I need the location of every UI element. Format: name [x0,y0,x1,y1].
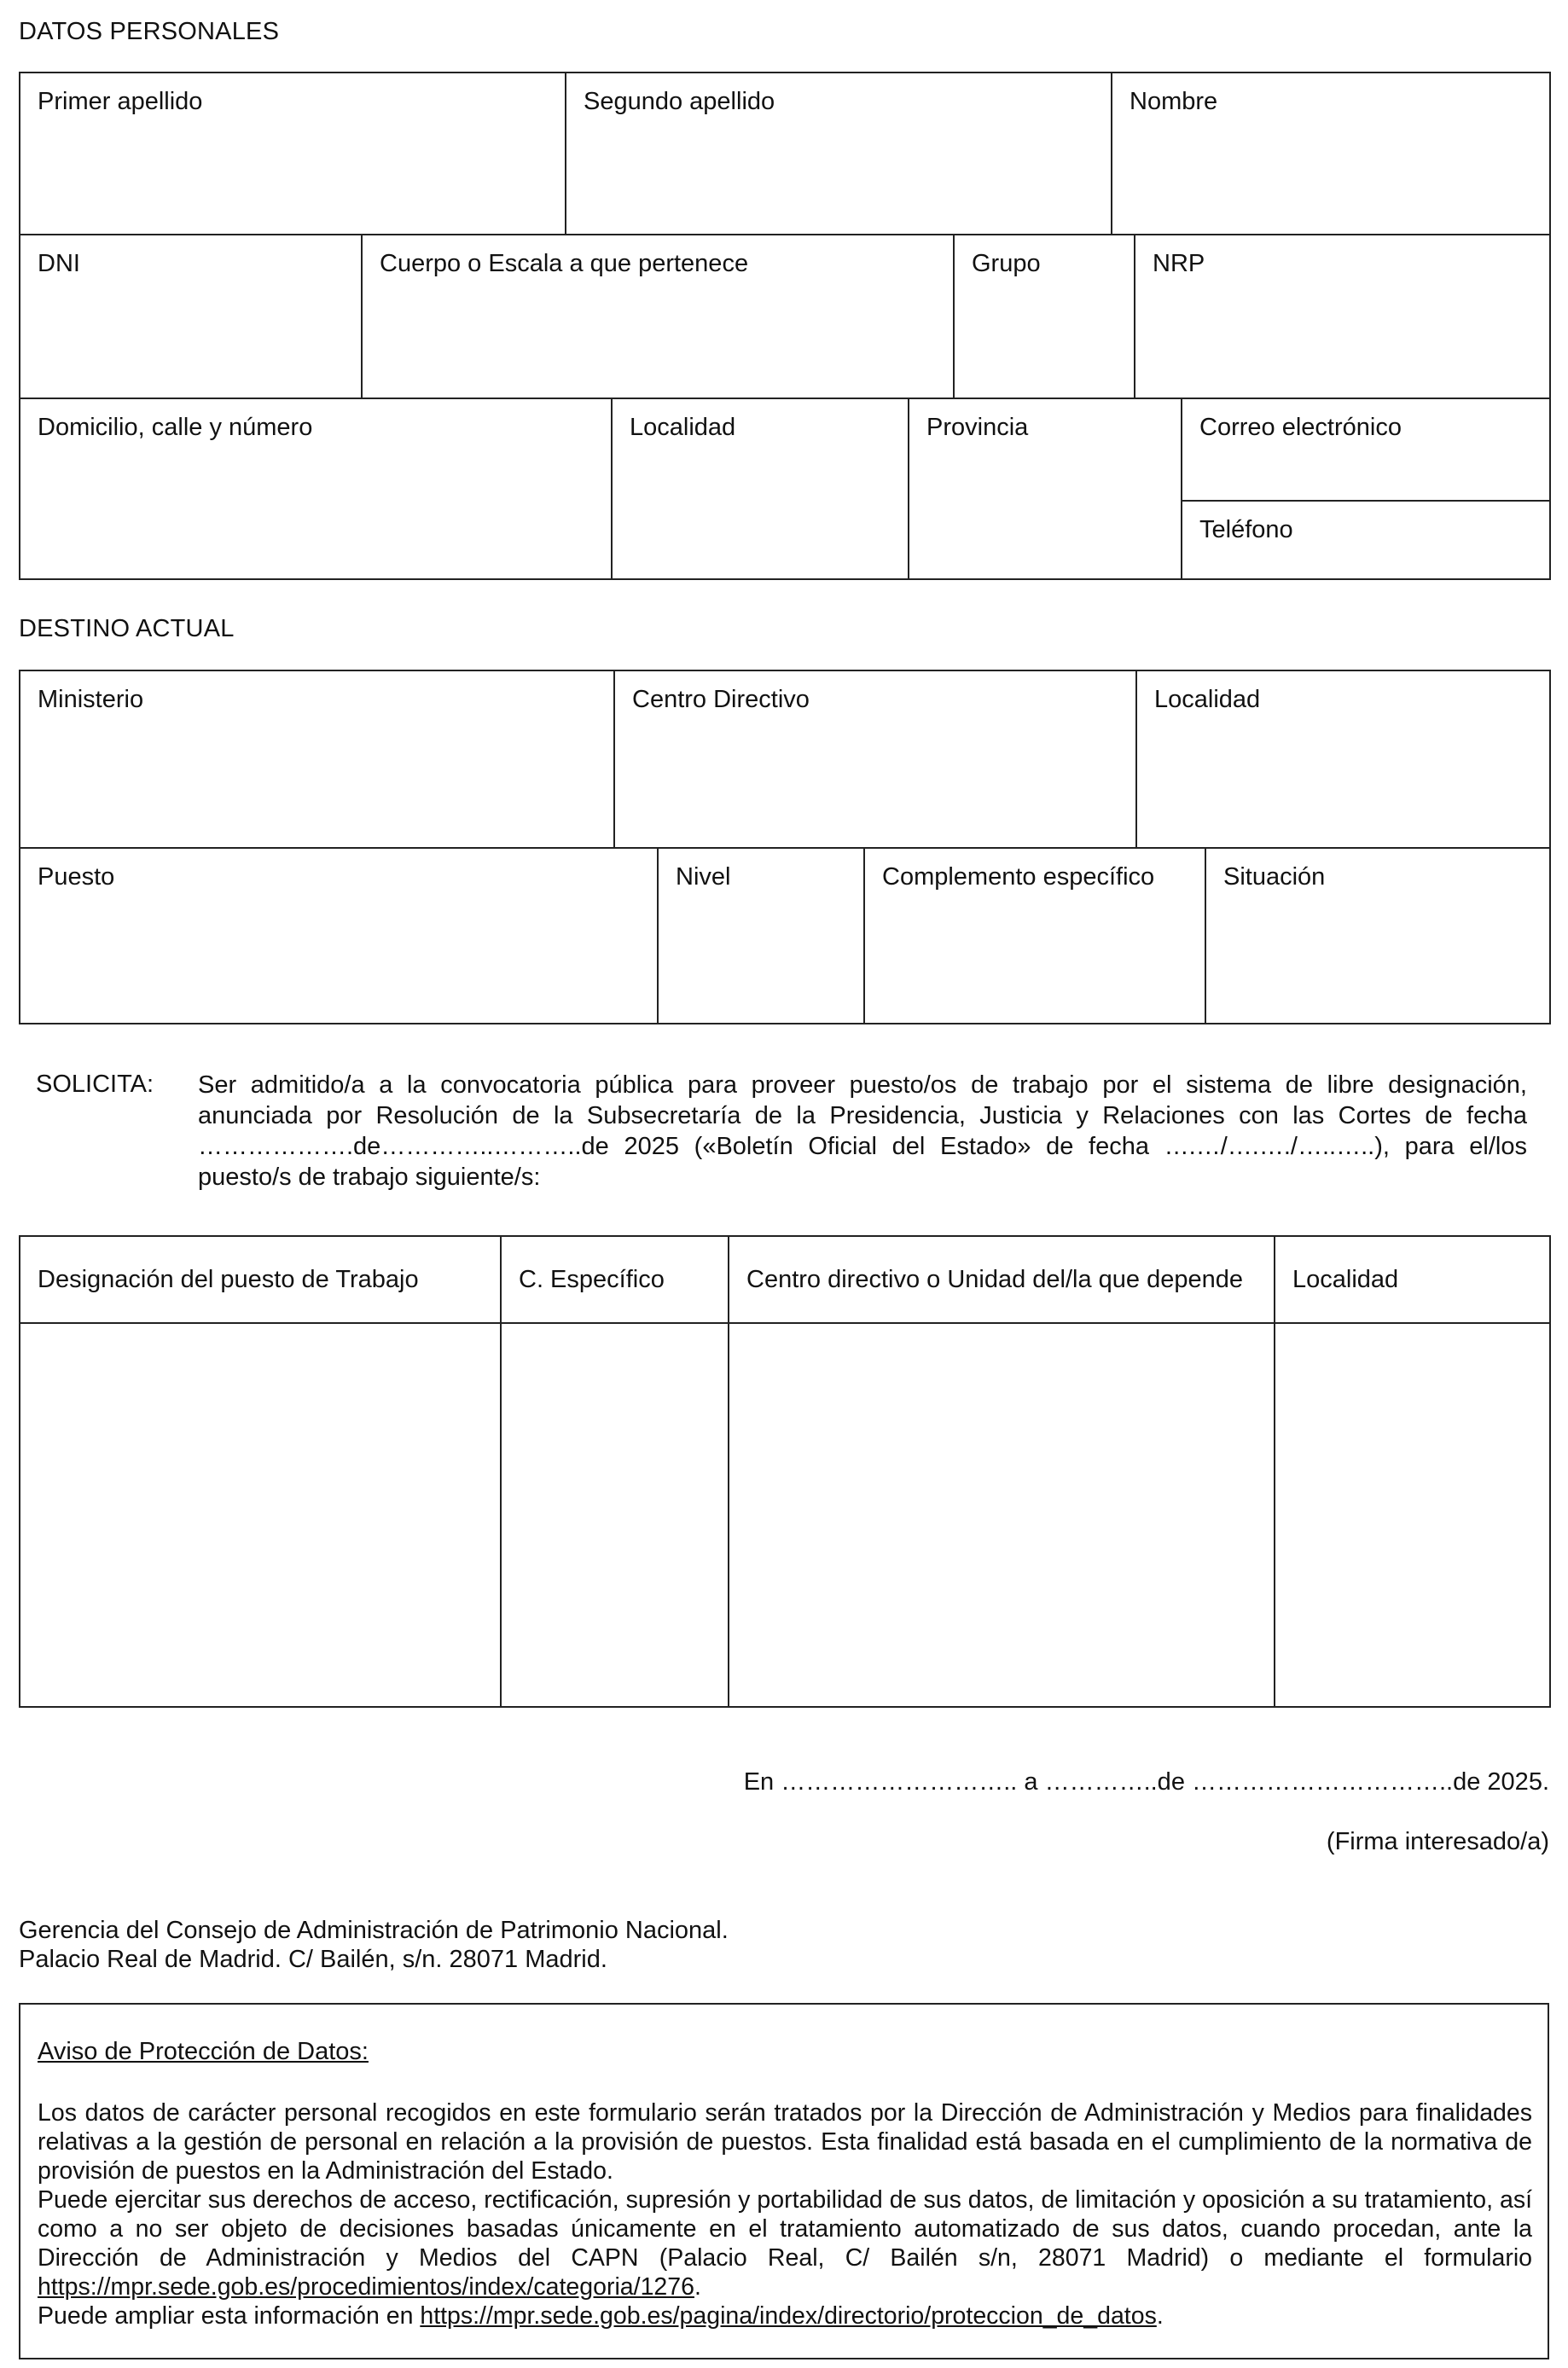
jobs-header-localidad: Localidad [1275,1236,1550,1323]
notice-paragraph-3 [38,2301,1532,2330]
jobs-header-centro: Centro directivo o Unidad del/la que depende [729,1236,1275,1323]
notice-paragraph-3-end: . [1156,2302,1164,2330]
field-localidad-destino[interactable] [1136,670,1550,848]
field-segundo-apellido[interactable] [566,73,1112,235]
signature-label: (Firma interesado/a) [1326,1828,1549,1855]
label-cuerpo: Cuerpo o Escala a que pertenece [380,250,749,277]
notice-paragraph-1: Los datos de carácter personal recogidos en este formulario serán tratados por la Dirección de Administración y Medios para finalidades relativas a la gestión de personal en relación a la provisión de puestos. Esta finalidad está basada en el cumplimiento de la normativa de provisión de puestos en la Administración del Estado. [38,2099,1532,2185]
destino-table-row2 [19,847,1551,1024]
label-centro-directivo: Centro Directivo [632,686,810,713]
label-localidad-destino: Localidad [1154,686,1261,713]
notice-paragraph-2 [38,2185,1532,2301]
label-correo: Correo electrónico [1199,414,1402,441]
label-grupo: Grupo [972,250,1041,277]
destino-table-row1 [19,670,1551,849]
personal-table-row3 [19,398,1551,580]
address-line-2: Palacio Real de Madrid. C/ Bailén, s/n. 28071 Madrid. [19,1946,607,1973]
field-cuerpo[interactable] [362,235,954,398]
data-protection-link[interactable]: https://mpr.sede.gob.es/pagina/index/directorio/proteccion_de_datos [420,2302,1157,2330]
section-title-personal: DATOS PERSONALES [19,18,280,45]
field-situacion[interactable] [1205,848,1550,1024]
field-centro-directivo[interactable] [614,670,1136,848]
label-telefono: Teléfono [1199,516,1293,543]
label-nombre: Nombre [1130,88,1218,115]
notice-body [38,2098,1532,2330]
label-situacion: Situación [1223,863,1326,891]
solicita-text: Ser admitido/a a la convocatoria pública para proveer puesto/os de trabajo por el sistema de libre designación, anunciada por Resolución de la Subsecretaría de la Presidencia, Justicia y Relaciones con las Cortes de fecha ……………….de…………..………..de 2025 («Boletín Oficial del Estado» de fecha ….…/….…./…..…..), para el/los puesto/s de trabajo siguiente/s: [198,1071,1527,1191]
field-correo[interactable] [1182,398,1550,501]
notice-title: Aviso de Protección de Datos: [38,2038,369,2065]
field-puesto[interactable] [20,848,658,1024]
field-telefono[interactable] [1182,501,1550,579]
date-line[interactable]: En ……………………….. a …………..de …………………………..de 2025. [743,1768,1549,1796]
label-primer-apellido: Primer apellido [38,88,203,115]
jobs-table [19,1235,1551,1708]
label-dni: DNI [38,250,80,277]
field-ministerio[interactable] [20,670,614,848]
field-complemento[interactable] [864,848,1205,1024]
label-domicilio: Domicilio, calle y número [38,414,313,441]
notice-paragraph-2-text: Puede ejercitar sus derechos de acceso, rectificación, supresión y portabilidad de sus datos, de limitación y oposición a su tratamiento, así como a no ser objeto de decisiones basadas únicamente en el tratamiento automatizado de sus datos, cuando procedan, ante la Dirección de Administración y Medios del CAPN (Palacio Real, C/ Bailén s/n, 28071 Madrid) o mediante el formulario [38,2186,1532,2272]
label-segundo-apellido: Segundo apellido [584,88,775,115]
field-grupo[interactable] [954,235,1135,398]
field-domicilio[interactable] [20,398,612,579]
data-protection-notice [19,2003,1549,2359]
notice-paragraph-2-end: . [694,2273,701,2301]
procedures-link[interactable]: https://mpr.sede.gob.es/procedimientos/index/categoria/1276 [38,2273,694,2301]
label-provincia: Provincia [926,414,1029,441]
jobs-header-designacion: Designación del puesto de Trabajo [20,1236,501,1323]
address-line-1: Gerencia del Consejo de Administración de Patrimonio Nacional. [19,1917,729,1944]
notice-paragraph-3-text: Puede ampliar esta información en [38,2302,414,2330]
jobs-cell-designacion[interactable] [20,1323,501,1707]
field-primer-apellido[interactable] [20,73,566,235]
label-complemento: Complemento específico [882,863,1155,891]
solicita-label: SOLICITA: [36,1071,154,1098]
personal-table-row1 [19,72,1551,235]
field-nombre[interactable] [1112,73,1550,235]
label-nrp: NRP [1153,250,1205,277]
label-puesto: Puesto [38,863,115,891]
label-localidad-personal: Localidad [630,414,736,441]
field-nivel[interactable] [658,848,864,1024]
label-nivel: Nivel [676,863,731,891]
personal-table-row2 [19,234,1551,399]
section-title-destino: DESTINO ACTUAL [19,615,235,642]
jobs-header-especifico: C. Específico [501,1236,729,1323]
jobs-cell-especifico[interactable] [501,1323,729,1707]
field-localidad-personal[interactable] [612,398,909,579]
field-nrp[interactable] [1135,235,1550,398]
field-dni[interactable] [20,235,362,398]
jobs-cell-localidad[interactable] [1275,1323,1550,1707]
jobs-cell-centro[interactable] [729,1323,1275,1707]
field-provincia[interactable] [909,398,1182,579]
label-ministerio: Ministerio [38,686,144,713]
